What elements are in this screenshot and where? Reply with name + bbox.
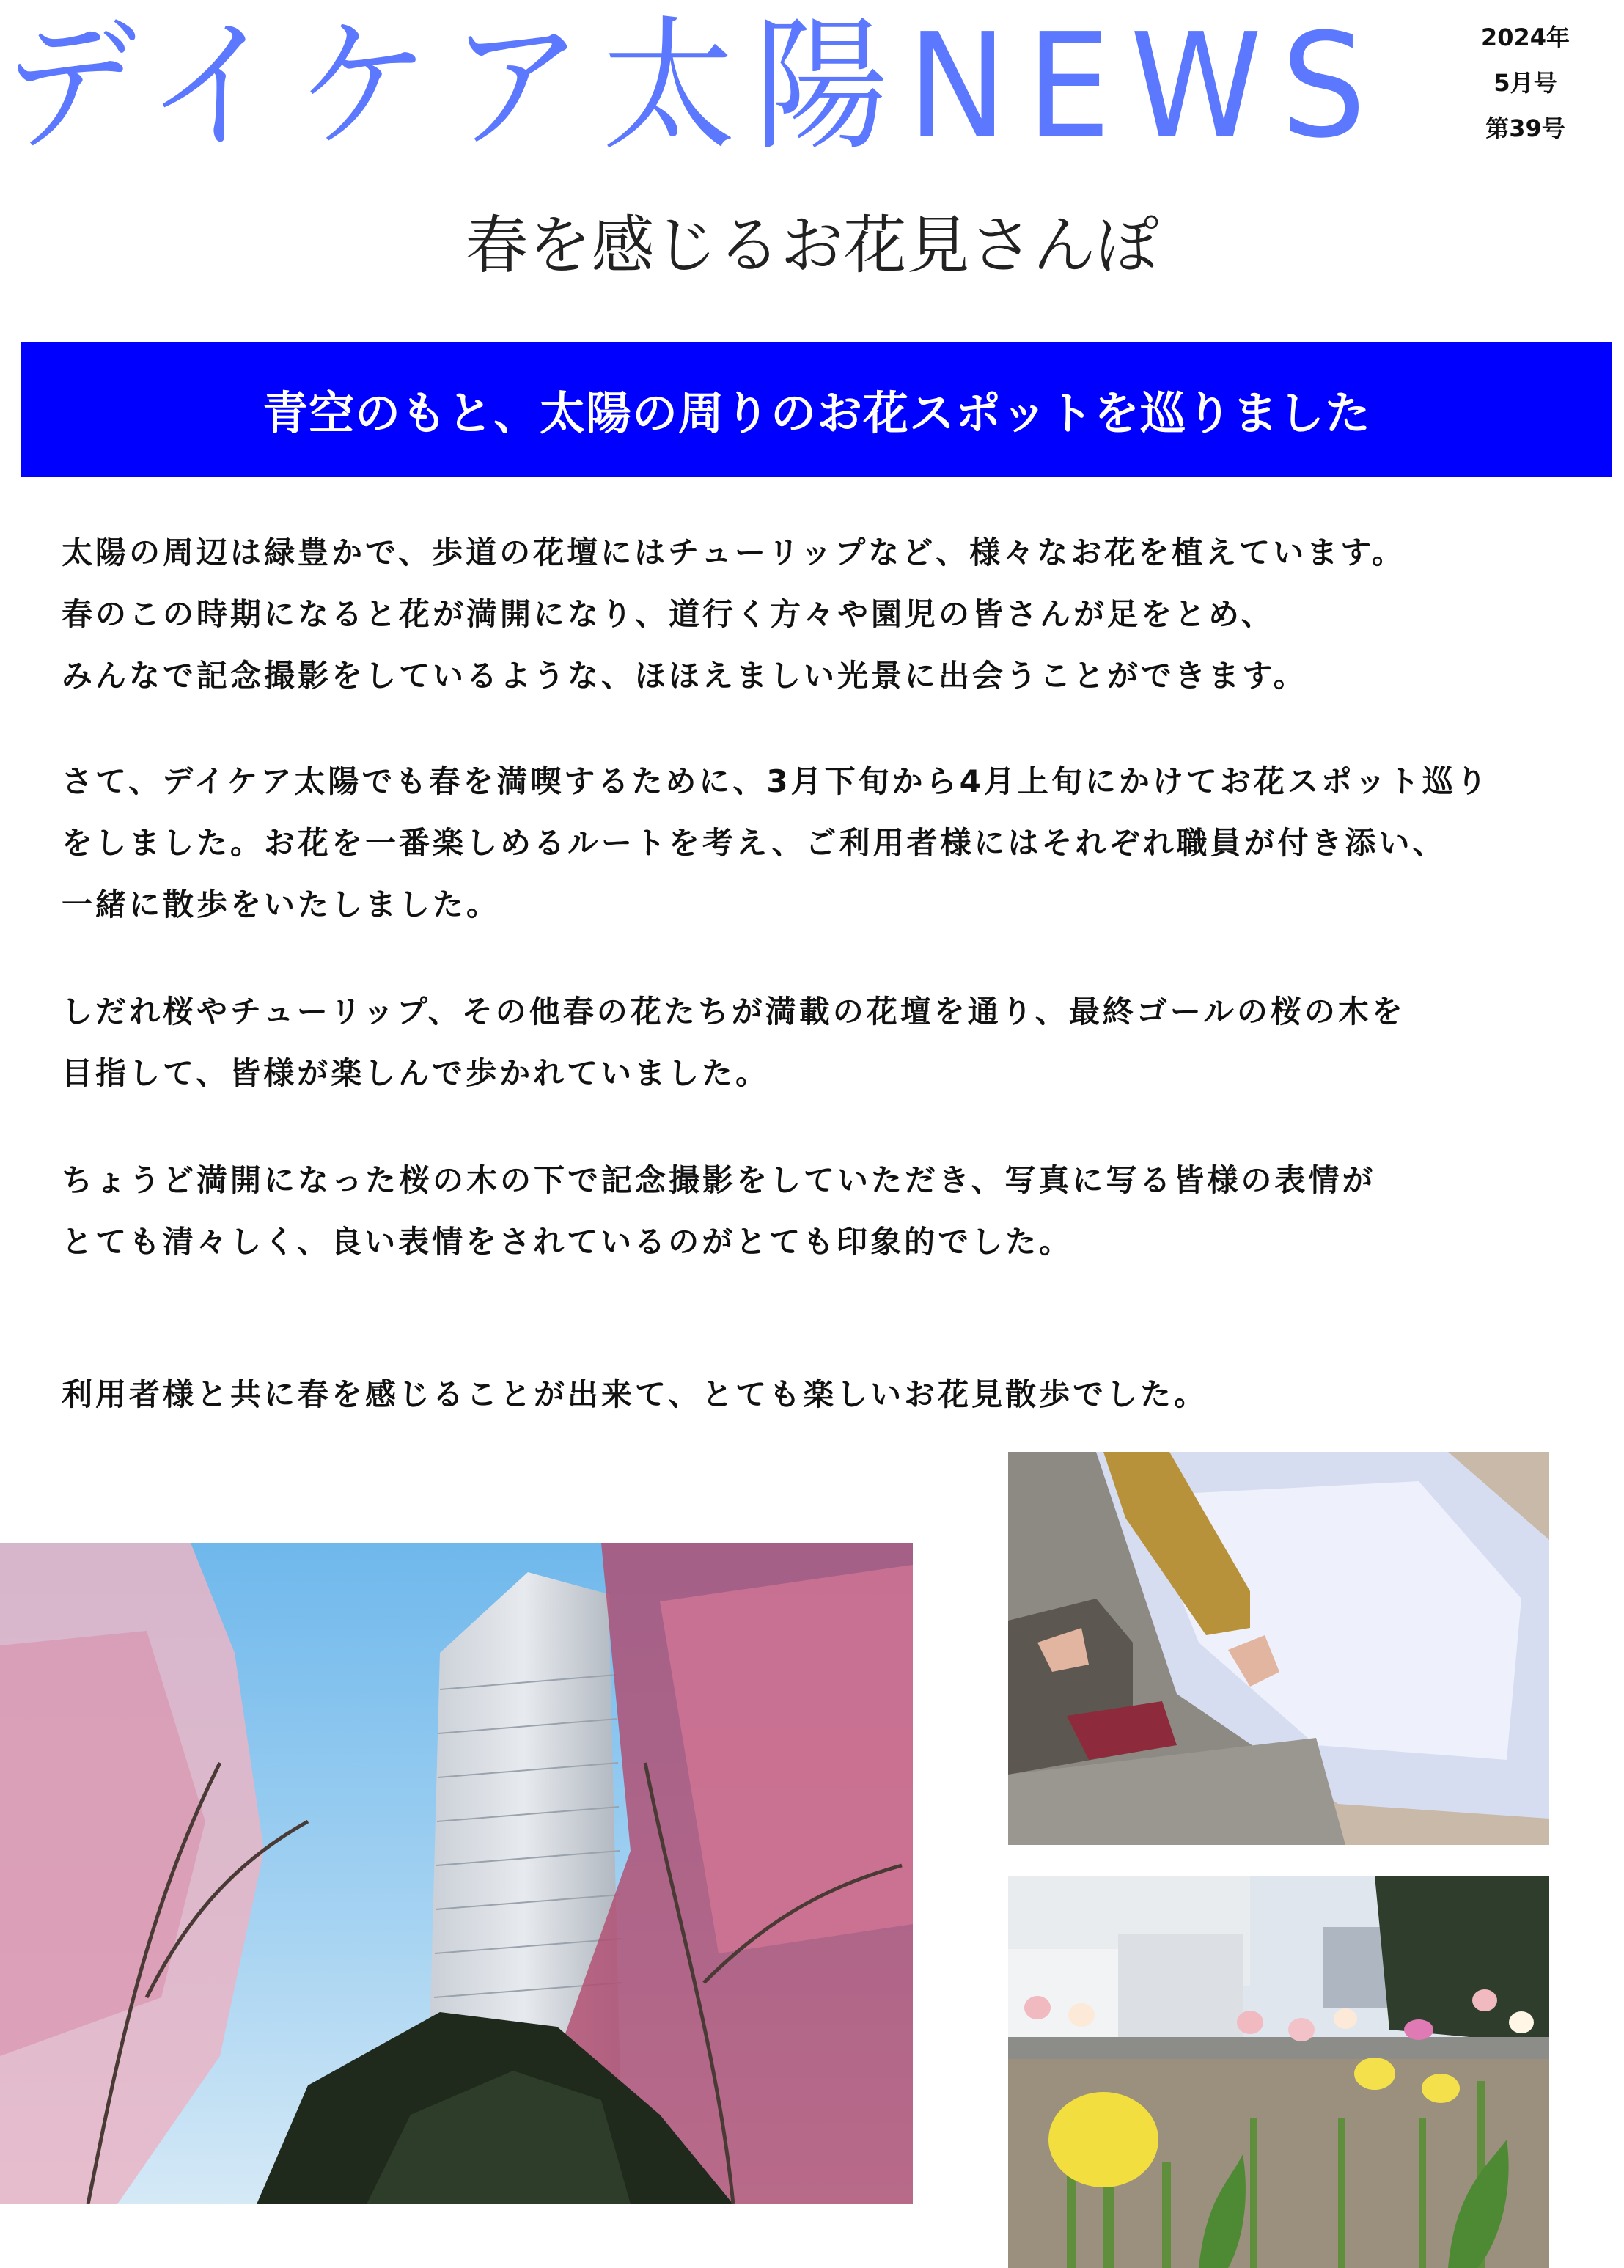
article-subtitle: 春を感じるお花見さんぽ: [465, 209, 1159, 282]
paragraph-5: [62, 1364, 1601, 1425]
masthead: [0, 0, 1624, 183]
headline-banner: [21, 342, 1612, 477]
issue-number: 第39号: [1485, 114, 1565, 142]
phlox-flower-photo: [1008, 1452, 1549, 1845]
paragraph-line: 太陽の周辺は緑豊かで、歩道の花壇にはチューリップなど、様々なお花を植えています。: [62, 535, 1406, 570]
paragraph-line: しだれ桜やチューリップ、その他春の花たちが満載の花壇を通り、最終ゴールの桜の木を: [62, 994, 1406, 1030]
issue-year: 2024年: [1480, 23, 1570, 51]
paragraph-line: とても清々しく、良い表情をされているのがとても印象的でした。: [62, 1224, 1073, 1260]
headline-banner-text: 青空のもと、太陽の周りのお花スポットを巡りました: [262, 386, 1371, 440]
paragraph-line: ちょうど満開になった桜の木の下で記念撮影をしていただき、写真に写る皆様の表情が: [62, 1162, 1376, 1198]
tulip-flowerbed-photo: [1008, 1876, 1549, 2268]
paragraph-1: [62, 522, 1601, 707]
newsletter-title: デイケア太陽NEWS: [3, 3, 1386, 170]
paragraph-line: をしました。お花を一番楽しめるルートを考え、ご利用者様にはそれぞれ職員が付き添い、: [62, 825, 1447, 861]
paragraph-2: [62, 751, 1601, 936]
cherry-blossom-photo: [0, 1543, 913, 2204]
issue-info: [1481, 15, 1570, 151]
paragraph-line: 一緒に散歩をいたしました。: [62, 887, 501, 922]
paragraph-3: [62, 981, 1601, 1104]
paragraph-line: 春のこの時期になると花が満開になり、道行く方々や園児の皆さんが足をとめ、: [62, 596, 1275, 632]
paragraph-4: [62, 1150, 1601, 1273]
issue-month: 5月号: [1493, 69, 1557, 97]
paragraph-line: 目指して、皆様が楽しんで歩かれていました。: [62, 1055, 770, 1091]
paragraph-line: さて、デイケア太陽でも春を満喫するために、3月下旬から4月上旬にかけてお花スポット巡り: [62, 763, 1490, 799]
paragraph-line: みんなで記念撮影をしているような、ほほえましい光景に出会うことができます。: [62, 658, 1307, 694]
paragraph-line: 利用者様と共に春を感じることが出来て、とても楽しいお花見散歩でした。: [62, 1376, 1208, 1412]
